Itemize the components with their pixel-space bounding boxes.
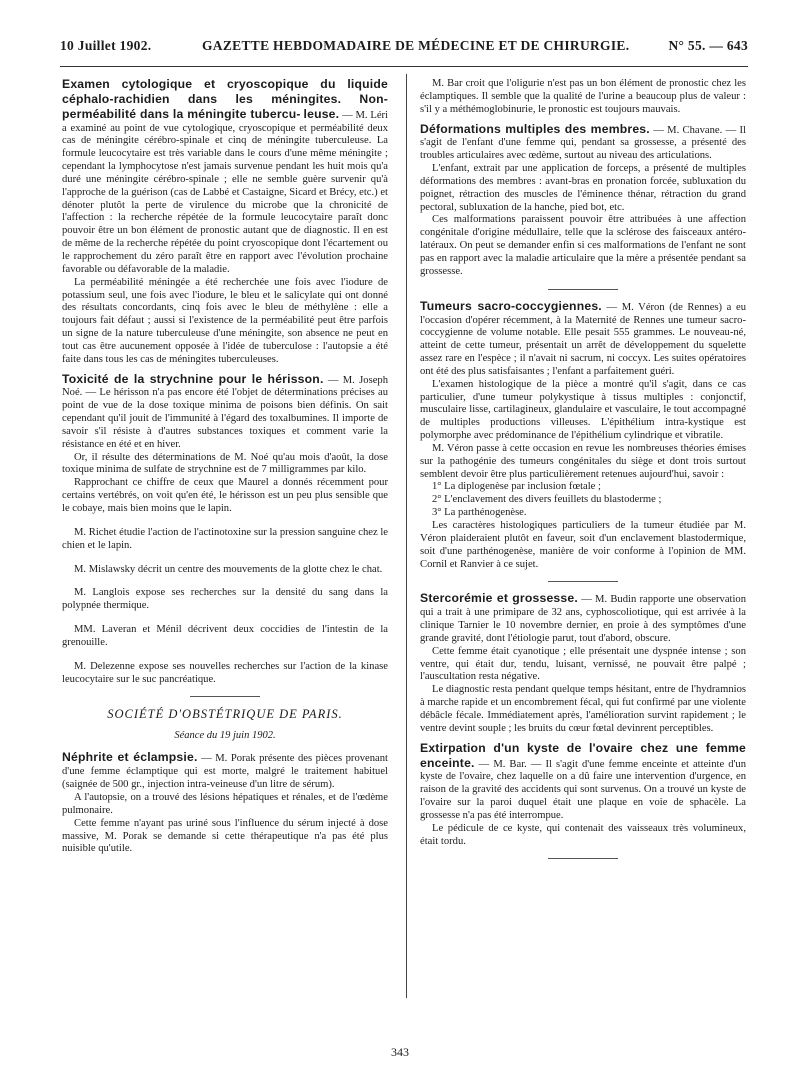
note-richet: M. Richet étudie l'action de l'actinotoxine sur la pression sanguine chez le chien et le lapin.: [62, 526, 388, 551]
paragraph: Or, il résulte des déterminations de M. Noé qu'au mois d'août, la dose toxique minima de sulfate de strychnine est de 7 milligrammes par kilo.: [62, 451, 388, 476]
paragraph: L'enfant, extrait par une application de forceps, a présenté de multiples déformations des membres : avant-bras en pronation forcée, subluxation du poignet, rétraction des muscles de l'éminence thénar, rétraction du grand pectoral, subluxation de la hanche, pied bot, etc.: [420, 163, 746, 213]
page-number: 343: [391, 1045, 409, 1059]
header-rule: [60, 66, 748, 67]
paragraph: M. Bar croit que l'oligurie n'est pas un bon élément de pronostic chez les éclamptiques. Il semble que la qualité de l'urine a beaucoup plus de valeur : s'il y a méthémoglobinurie, le pronostic est toujours mauvais.: [420, 78, 746, 115]
header-date: 10 Juillet 1902.: [60, 38, 152, 53]
session-date: Séance du 19 juin 1902.: [174, 730, 276, 742]
paragraph: La perméabilité méningée a été recherchée une fois avec l'iodure de potassium seul, une fois avec l'iodure, le bleu et le salicylate qui ont donné des résultats concordants, cinq fois avec le bleu de méthylène : elle a toujours fait défaut ; aussi si l'existence de la perméabilité peut être parfois un signe de la nature tuberculeuse d'une méningite, son absence ne peut en tout cas être aucunement opposée à l'idée de tuberculose : l'autopsie a été faite dans tous les cas de méningites tuberculeuses.: [62, 276, 388, 365]
article-title: Examen cytologique et cryoscopique du liquide céphalo-rachidien dans les méningites. Non-perméabilité dans la méningite tubercu-: [62, 77, 388, 121]
paragraph: Le pédicule de ce kyste, qui contenait des vaisseaux très volumineux, était tordu.: [420, 822, 746, 847]
paragraph: Cette femme n'ayant pas uriné sous l'influence du sérum injecté à dose massive, M. Porak se demande si cette thérapeutique n'a pas été plus nuisible qu'utile.: [62, 817, 388, 855]
article-body: — M. Joseph Noé. — Le hérisson n'a pas encore été l'objet de déterminations précises au point de vue de la dose toxique minima de poisons bien définis. On sait cependant qu'il jouit de l'immunité à l'égard des toxalbumines. Il importe de savoir s'il résiste à d'autres substances toxiques et comment varie la résistance en été et en hiver.: [62, 374, 388, 450]
article-cytologique: [62, 78, 388, 277]
article-body: — M. Budin rapporte une observation qui a trait à une primipare de 32 ans, cyphoscoliotique, qui est arrivée à la clinique Tarnier le 10 novembre dernier, en proie à des symptômes d'une grande gravité, dont l'étiologie parut, tout d'abord, obscure.: [420, 594, 747, 644]
article-body: — M. Véron (de Rennes) a eu l'occasion d'opérer récemment, à la Maternité de Rennes une tumeur sacro-coccygienne de volume notable. Elle pesait 555 grammes. Le nouveau-né, atteint de cette tumeur, présentait un arrêt de développement du squelette assez rare en l'espèce ; il n'avait ni sacrum, ni coccyx. Les suites opératoires ont été des plus satisfaisantes ; l'enfant a parfaitement guéri.: [420, 301, 746, 377]
right-column: [420, 78, 746, 869]
article-body: — M. Léri a examiné au point de vue cytologique, cryoscopique et perméabilité deux cas de méningite cérébro-spinale et cinq de méningite tuberculeuse. La formule leucocytaire est très variable dans le cours d'une même méningite ; cependant la lymphocytose n'est jamais survenue pendant les huit mois qu'a duré une méningite cérébro-spinale ; elle ne semble guère survenir qu'à l'approche de la guérison (cas de Labbé et Castaigne, Sicard et Brécy, etc.) et dénoter plutôt la perte de virulence du microbe que la chronicité de l'affection : la recherche répétée de la formule leucocytaire paraît donc pouvoir être un bon élément de pronostic autant que de diagnostic. Il en est de même de la recherche répétée du point cryoscopique dont l'écartement ou le rapprochement du zéro paraît être en rapport avec l'évolution prochaine favorable ou défavorable de la maladie.: [62, 109, 388, 275]
running-header: [60, 38, 748, 60]
article-title: Toxicité de la strychnine pour le hérisson.: [62, 371, 324, 386]
article-nephrite: [62, 751, 388, 792]
paragraph: Rapprochant ce chiffre de ceux que Maurel a donnés récemment pour certains vertébrés, on voit qu'en été, le hérisson est un peu plus sensible que le cobaye, mais bien moins que le lapin.: [62, 477, 388, 514]
list-item: 2° L'enclavement des divers feuillets du blastoderme ;: [432, 494, 662, 506]
left-column: [62, 78, 388, 856]
article-deformations: [420, 123, 746, 164]
column-divider: [406, 74, 407, 998]
article-stercoremie: [420, 592, 746, 645]
article-title: Stercorémie et grossesse.: [420, 591, 578, 606]
article-body: — M. Chavane. — Il s'agit de l'enfant d'une femme qui, pendant sa grossesse, a présenté des troubles articulaires avec œdème, surtout au niveau des articulations.: [420, 124, 747, 162]
society-heading: SOCIÉTÉ D'OBSTÉTRIQUE DE PARIS.: [107, 707, 343, 722]
article-title: Extirpation d'un kyste de l'ovaire chez une femme enceinte.: [420, 740, 746, 770]
article-title-cont: leuse.: [303, 106, 340, 121]
list-item: 1° La diplogenèse par inclusion fœtale ;: [432, 481, 601, 493]
note-laveran: MM. Laveran et Ménil décrivent deux coccidies de l'intestin de la grenouille.: [62, 624, 388, 648]
header-issue-page: N° 55. — 643: [668, 38, 748, 53]
article-title: Néphrite et éclampsie.: [62, 750, 198, 765]
article-title: Déformations multiples des membres.: [420, 121, 650, 136]
article-tumeurs: [420, 300, 746, 379]
article-kyste-ovaire: [420, 742, 746, 823]
note-mislawsky: M. Mislawsky décrit un centre des mouvements de la glotte chez le chat.: [74, 563, 383, 575]
article-strychnine: [62, 373, 388, 452]
section-separator: [548, 289, 618, 290]
article-body: — M. Porak présente des pièces provenant d'une femme éclamptique qui est morte, malgré le traitement habituel (saignée de 500 gr., injection intra-veineuse d'un litre de sérum).: [62, 753, 388, 791]
section-separator: [190, 696, 260, 697]
paragraph: M. Véron passe à cette occasion en revue les nombreuses théories émises sur la pathogénie des tumeurs congénitales du siège et dont trois surtout semblent devoir être plus particulièrement retenues aujourd'hui, savoir :: [420, 442, 746, 480]
note-delezenne: M. Delezenne expose ses nouvelles recherches sur l'action de la kinase leucocytaire sur le suc pancréatique.: [62, 660, 388, 685]
header-journal-title: GAZETTE HEBDOMADAIRE DE MÉDECINE ET DE CHIRURGIE.: [202, 38, 630, 53]
article-title: Tumeurs sacro-coccygiennes.: [420, 298, 602, 313]
paragraph: L'examen histologique de la pièce a montré qu'il s'agit, dans ce cas particulier, d'une tumeur polykystique à tissus multiples : conjonctif, musculaire lisse, cartilagineux, glandulaire et vasculaire, le tout accompagné de multiples productions villeuses. L'épithélium intra-kystique est polymorphe avec prédominance de l'épithélium cylindrique et vibratile.: [420, 378, 746, 442]
paragraph: Cette femme était cyanotique ; elle présentait une dyspnée intense ; son ventre, qui était dur, tendu, luisant, vernissé, ne pouvait être palpé ; l'auscultation resta négative.: [420, 645, 746, 683]
article-body: — M. Bar. — Il s'agit d'une femme enceinte et atteinte d'un kyste de l'ovaire, chez laquelle on a dû faire une intervention d'urgence, en raison de la gravité des accidents qui sont survenus. On a trouvé un kyste de l'ovaire sur la paroi duquel était une plaque en voie de sphacèle. La grossesse n'a pas été interrompue.: [420, 758, 746, 821]
note-langlois: M. Langlois expose ses recherches sur la densité du sang dans la polypnée thermique.: [62, 587, 388, 612]
paragraph: Les caractères histologiques particuliers de la tumeur étudiée par M. Véron plaideraient plutôt en faveur, soit d'un enclavement blastodermique, soit d'une parthénogenèse, manière de voir conforme à l'opinion de MM. Cornil et Ranvier à ce sujet.: [420, 520, 746, 570]
paragraph: A l'autopsie, on a trouvé des lésions hépatiques et rénales, et de l'œdème pulmonaire.: [62, 791, 388, 816]
paragraph: Ces malformations paraissent pouvoir être attribuées à une affection congénitale d'origine médullaire, telle que la sclérose des faisceaux antéro-latéraux. On peut se demander enfin si ces malformations de l'enfant ne sont pas en rapport avec la maladie articulaire que la mère a présentée pendant sa grossesse.: [420, 214, 746, 277]
paragraph: Le diagnostic resta pendant quelque temps hésitant, entre de l'hydramnios à marche rapide et un encombrement fécal, qui fut confirmé par une violente débâcle fécale. Immédiatement après, l'amélioration survint rapidement ; le ventre devint souple ; les bruits du cœur fœtal devinrent perceptibles.: [420, 684, 746, 734]
end-separator: [548, 858, 618, 859]
list-item: 3° La parthénogenèse.: [432, 507, 527, 519]
section-separator: [548, 581, 618, 582]
